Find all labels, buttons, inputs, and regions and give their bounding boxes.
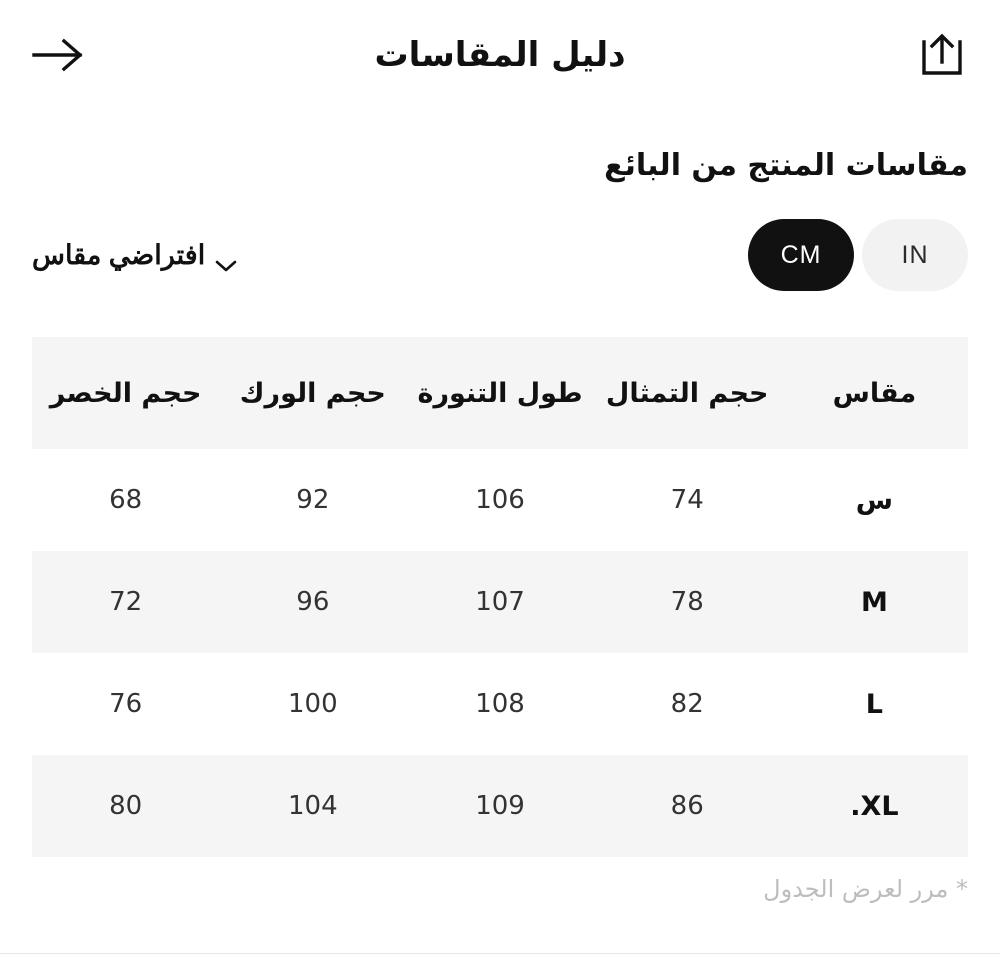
size-standard-label: افتراضي مقاس <box>32 239 206 270</box>
column-header-waist: حجم الخصر <box>49 377 202 409</box>
cell-waist: 68 <box>109 485 143 515</box>
size-standard-dropdown[interactable] <box>32 240 237 271</box>
table-header <box>32 337 968 449</box>
cell-hip: 100 <box>288 689 338 719</box>
back-button[interactable] <box>30 27 86 83</box>
column-header-size: مقاس <box>832 377 917 409</box>
cell-bust: 74 <box>670 485 704 515</box>
cell-size: XL. <box>850 790 899 822</box>
cell-waist: 72 <box>109 587 143 617</box>
top-bar <box>0 0 1000 110</box>
cell-skirt-length: 106 <box>475 485 525 515</box>
cell-hip: 96 <box>296 587 330 617</box>
cell-size: س <box>855 484 894 516</box>
table-row <box>32 449 968 551</box>
size-table <box>32 337 968 857</box>
cell-waist: 80 <box>109 791 143 821</box>
controls-row <box>32 219 968 291</box>
share-button[interactable] <box>914 27 970 83</box>
table-header-row <box>32 337 968 449</box>
table-row <box>32 653 968 755</box>
cell-bust: 86 <box>670 791 704 821</box>
table-row <box>32 551 968 653</box>
chevron-down-icon <box>217 249 237 269</box>
cell-skirt-length: 109 <box>475 791 525 821</box>
column-header-skirt-length: طول التنورة <box>417 377 583 409</box>
column-header-hip: حجم الورك <box>239 377 386 409</box>
section-title: مقاسات المنتج من البائع <box>604 148 968 183</box>
cell-size: L <box>865 688 884 720</box>
cell-waist: 76 <box>109 689 143 719</box>
cell-hip: 92 <box>296 485 330 515</box>
unit-option-in[interactable]: IN <box>862 219 968 291</box>
cell-size: M <box>860 586 888 618</box>
table-body <box>32 449 968 857</box>
unit-toggle <box>748 219 968 291</box>
bottom-divider <box>0 953 1000 966</box>
cell-skirt-length: 107 <box>475 587 525 617</box>
share-icon <box>920 32 964 78</box>
cell-skirt-length: 108 <box>475 689 525 719</box>
cell-hip: 104 <box>288 791 338 821</box>
unit-option-cm[interactable]: CM <box>748 219 854 291</box>
size-table-container[interactable] <box>32 337 968 857</box>
page-title: دليل المقاسات <box>374 35 626 75</box>
cell-bust: 82 <box>670 689 704 719</box>
column-header-bust: حجم التمثال <box>605 377 769 409</box>
table-row <box>32 755 968 857</box>
arrow-right-icon <box>32 37 84 73</box>
table-scroll-hint: * مرر لعرض الجدول <box>763 875 968 903</box>
cell-bust: 78 <box>670 587 704 617</box>
